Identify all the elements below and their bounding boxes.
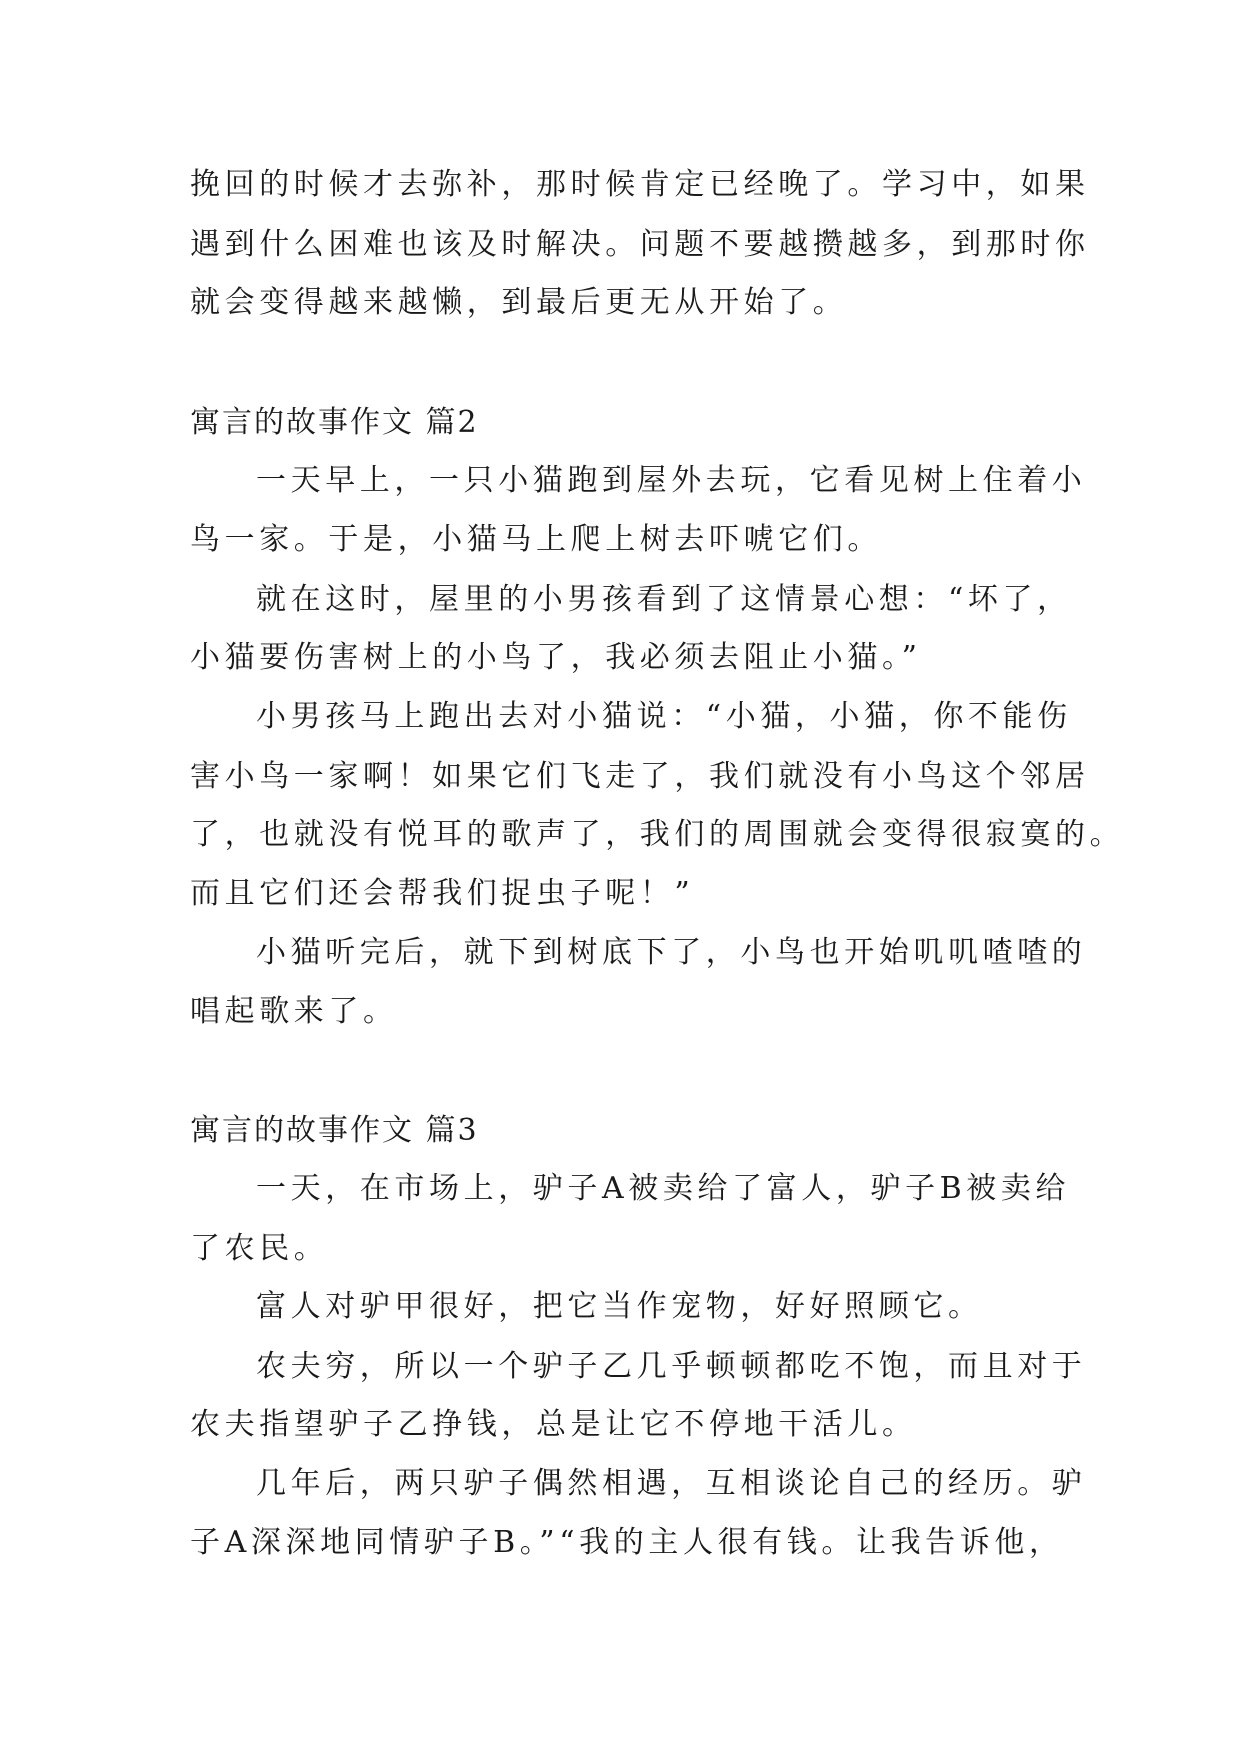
paragraph-line: 农夫指望驴子乙挣钱，总是让它不停地干活儿。 <box>190 1407 917 1442</box>
paragraph-line: 几年后，两只驴子偶然相遇，互相谈论自己的经历。驴 <box>256 1466 1087 1501</box>
paragraph-line: 小猫听完后，就下到树底下了，小鸟也开始叽叽喳喳的 <box>256 935 1087 970</box>
paragraph-line: 就在这时，屋里的小男孩看到了这情景心想：“坏了， <box>256 582 1072 617</box>
paragraph-line: 子A深深地同情驴子B。”“我的主人很有钱。让我告诉他， <box>190 1525 1064 1560</box>
paragraph-line: 农夫穷，所以一个驴子乙几乎顿顿都吃不饱，而且对于 <box>256 1349 1087 1384</box>
paragraph-line: 挽回的时候才去弥补，那时候肯定已经晚了。学习中，如果 <box>190 167 1090 202</box>
paragraph-line: 一天，在市场上，驴子A被卖给了富人，驴子B被卖给 <box>256 1171 1071 1206</box>
paragraph-line: 遇到什么困难也该及时解决。问题不要越攒越多，到那时你 <box>190 227 1090 262</box>
paragraph-line: 唱起歌来了。 <box>190 994 398 1029</box>
paragraph-line: 就会变得越来越懒，到最后更无从开始了。 <box>190 285 848 320</box>
paragraph-line: 了，也就没有悦耳的歌声了，我们的周围就会变得很寂寞的。 <box>190 817 1125 852</box>
paragraph-line: 害小鸟一家啊！如果它们飞走了，我们就没有小鸟这个邻居 <box>190 759 1090 794</box>
paragraph-line: 一天早上，一只小猫跑到屋外去玩，它看见树上住着小 <box>256 463 1087 498</box>
paragraph-line: 小猫要伤害树上的小鸟了，我必须去阻止小猫。” <box>190 640 922 675</box>
paragraph-line: 小男孩马上跑出去对小猫说：“小猫，小猫，你不能伤 <box>256 699 1072 734</box>
section-heading: 寓言的故事作文 篇3 <box>190 1113 479 1148</box>
paragraph-line: 富人对驴甲很好，把它当作宠物，好好照顾它。 <box>256 1289 983 1324</box>
paragraph-line: 而且它们还会帮我们捉虫子呢！” <box>190 876 695 911</box>
paragraph-line: 鸟一家。于是，小猫马上爬上树去吓唬它们。 <box>190 522 882 557</box>
paragraph-line: 了农民。 <box>190 1231 329 1266</box>
section-heading: 寓言的故事作文 篇2 <box>190 405 479 440</box>
